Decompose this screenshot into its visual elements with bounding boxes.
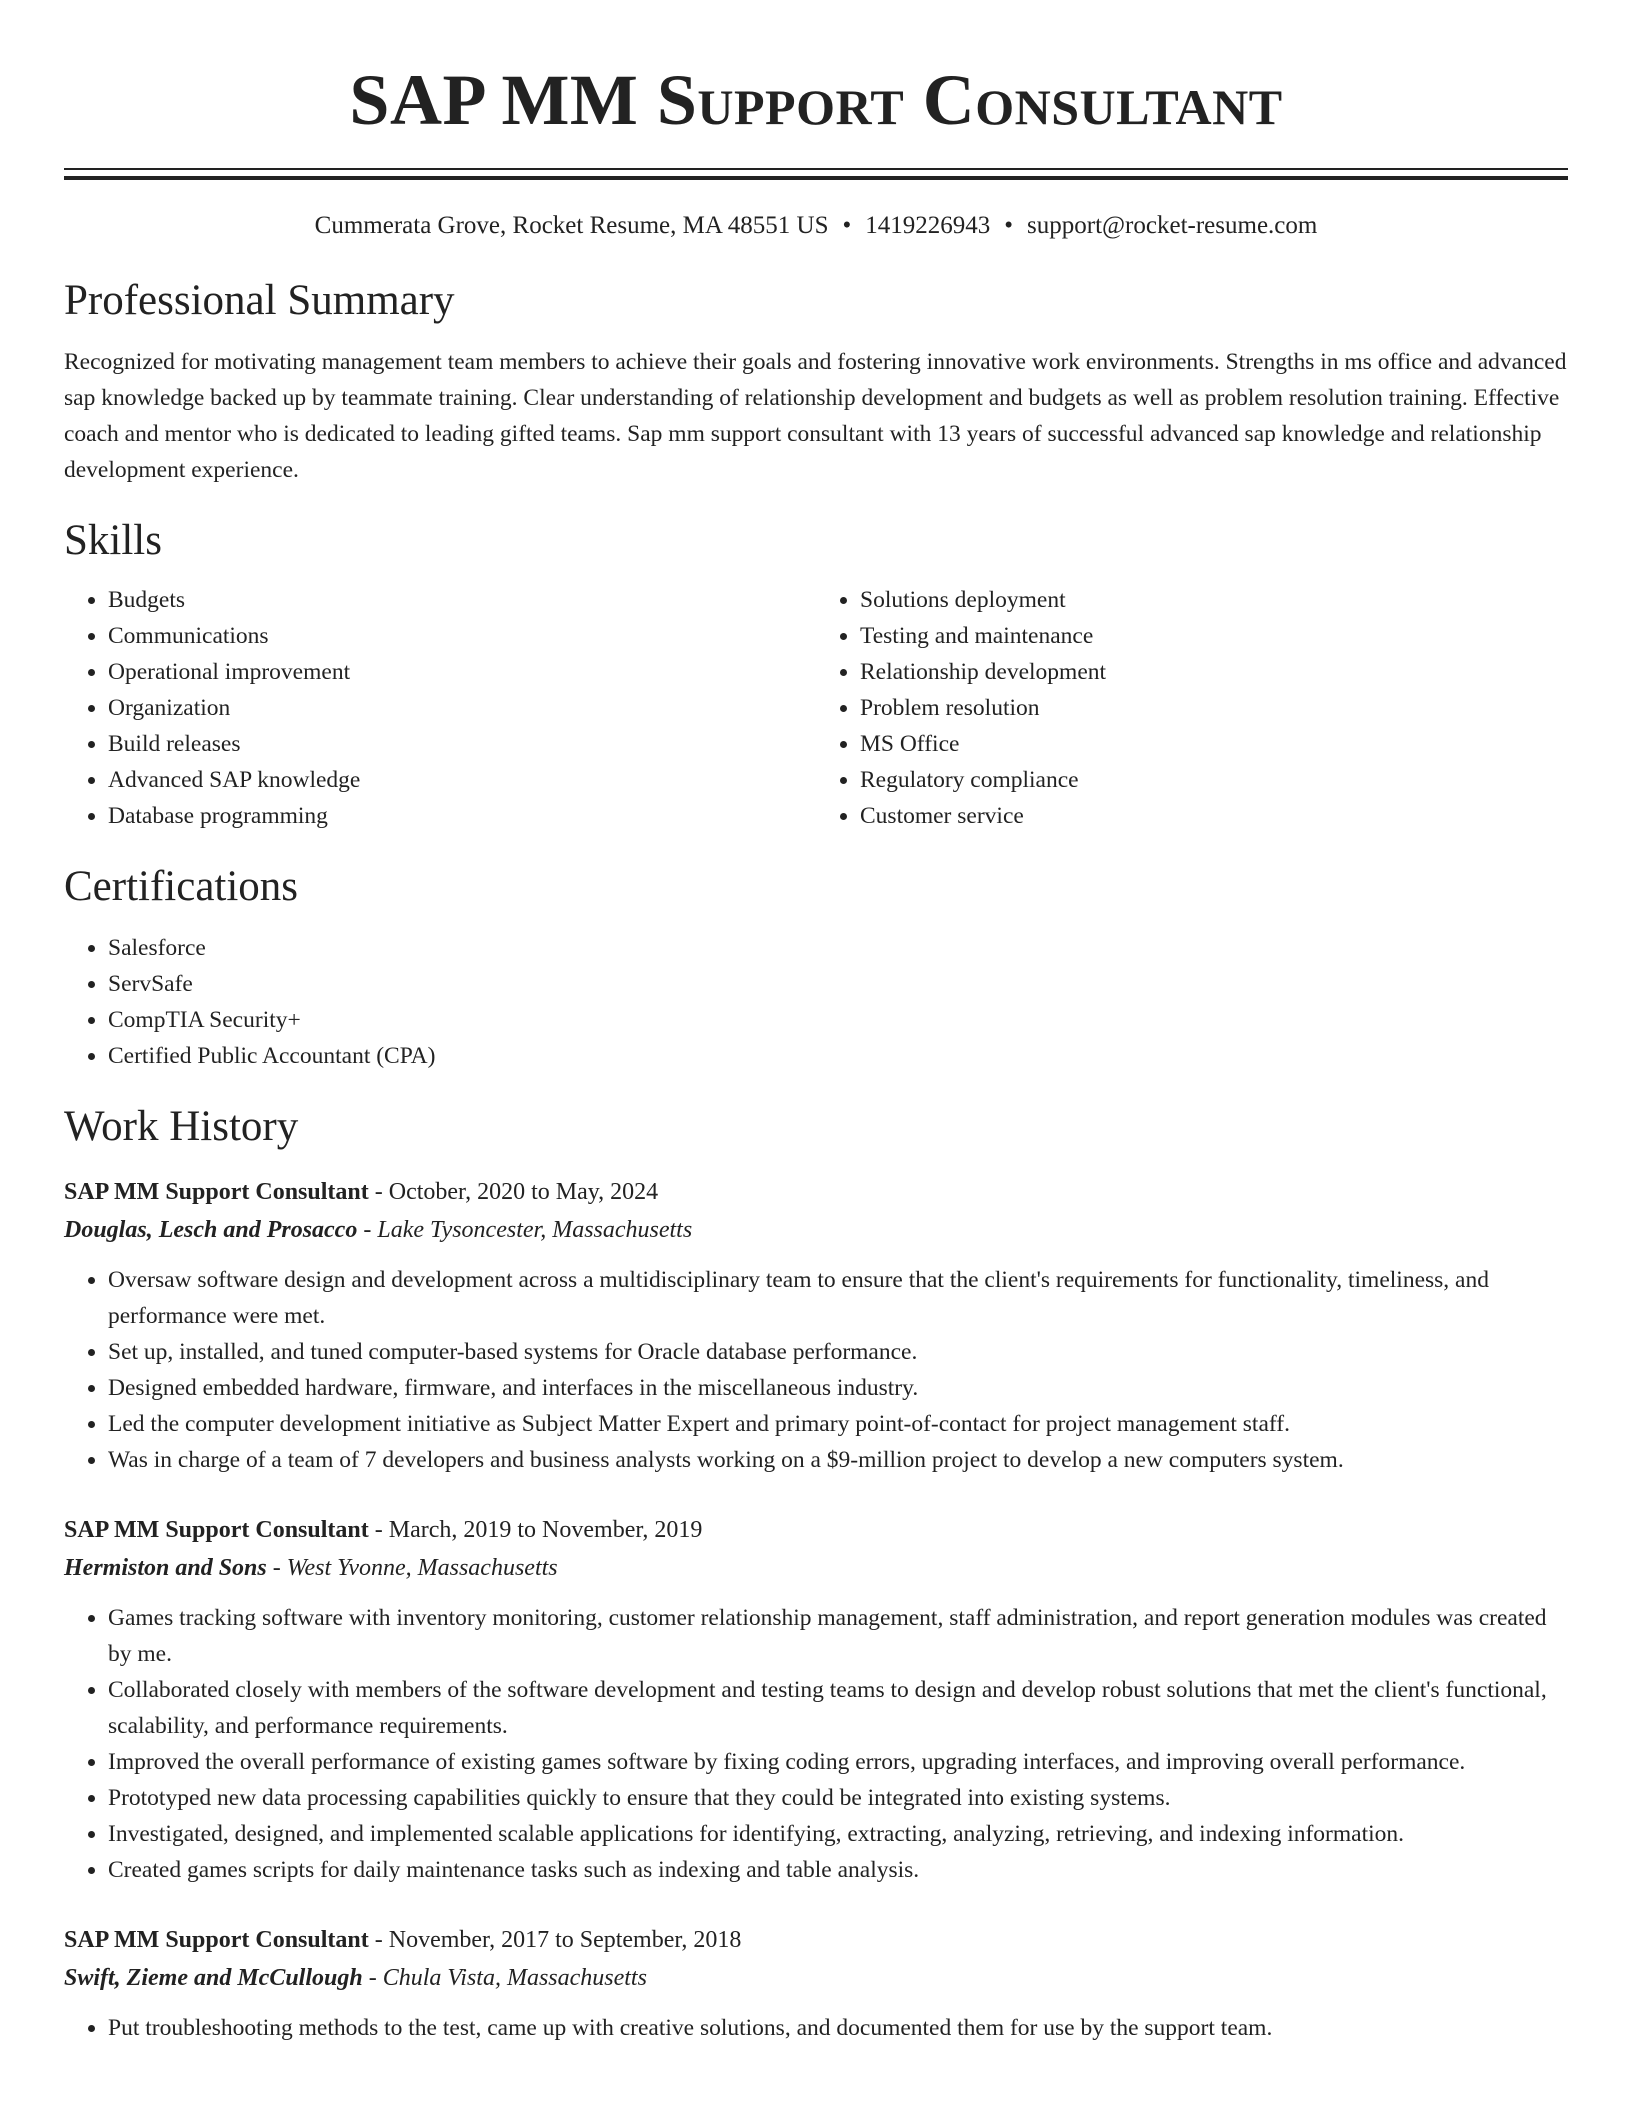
skill-item: • Operational improvement — [108, 654, 816, 690]
skills-section — [64, 516, 1568, 834]
certifications-list — [64, 930, 1568, 1074]
job-title-line — [64, 1174, 1568, 1210]
job-dash: - — [368, 1179, 389, 1205]
skill-item: • Testing and maintenance — [860, 618, 1568, 654]
job-dates: October, 2020 to May, 2024 — [388, 1179, 659, 1205]
job-bullet: • Improved the overall performance of existing games software by fixing coding errors, upgrading interfaces, and improving overall performance. — [108, 1744, 1568, 1780]
contact-email[interactable]: support@rocket-resume.com — [1027, 212, 1318, 239]
job-bullet: • Prototyped new data processing capabilities quickly to ensure that they could be integrated into existing systems. — [108, 1780, 1568, 1816]
job-entry — [64, 1174, 1568, 1478]
job-bullets — [64, 2010, 1568, 2046]
certifications-heading: Certifications — [64, 863, 299, 910]
resume-page — [64, 0, 1568, 2046]
job-company-line — [64, 1548, 1568, 1588]
job-dash: - — [368, 1517, 389, 1543]
job-bullet: • Was in charge of a team of 7 developers and business analysts working on a $9-million project to develop a new computers system. — [108, 1442, 1568, 1478]
job-company: Swift, Zieme and McCullough — [64, 1965, 363, 1991]
skills-list-left — [64, 582, 816, 834]
work-history-heading: Work History — [64, 1103, 299, 1150]
contact-separator: • — [842, 212, 852, 239]
job-bullet: • Investigated, designed, and implemented scalable applications for identifying, extracting, analyzing, retrieving, and indexing information. — [108, 1816, 1568, 1852]
contact-phone[interactable]: 1419226943 — [865, 212, 991, 239]
job-location: West Yvonne, Massachusetts — [286, 1555, 558, 1581]
skills-heading: Skills — [64, 517, 162, 564]
skills-grid — [64, 582, 1568, 834]
job-bullet: • Games tracking software with inventory monitoring, customer relationship management, staff administration, and report generation modules was created by me. — [108, 1600, 1568, 1672]
job-entry — [64, 1512, 1568, 1888]
contact-line — [64, 210, 1568, 242]
job-location: Chula Vista, Massachusetts — [382, 1965, 647, 1991]
certifications-section — [64, 862, 1568, 1074]
job-entry — [64, 1922, 1568, 2046]
skill-item: • Regulatory compliance — [860, 762, 1568, 798]
job-bullet: • Collaborated closely with members of the software development and testing teams to design and develop robust solutions that met the client's functional, scalability, and performance requirements. — [108, 1672, 1568, 1744]
summary-heading: Professional Summary — [64, 277, 455, 324]
job-bullets — [64, 1262, 1568, 1478]
page-title: SAP MM Support Consultant — [349, 60, 1283, 140]
job-company: Douglas, Lesch and Prosacco — [64, 1217, 358, 1243]
job-dates: November, 2017 to September, 2018 — [388, 1927, 742, 1953]
job-dash: - — [357, 1217, 378, 1243]
job-bullet: • Set up, installed, and tuned computer-based systems for Oracle database performance. — [108, 1334, 1568, 1370]
job-title: SAP MM Support Consultant — [64, 1927, 369, 1953]
skill-item: • Advanced SAP knowledge — [108, 762, 816, 798]
job-bullets — [64, 1600, 1568, 1888]
skill-item: • Communications — [108, 618, 816, 654]
job-title-line — [64, 1922, 1568, 1958]
contact-separator: • — [1004, 212, 1014, 239]
job-bullet: • Designed embedded hardware, firmware, and interfaces in the miscellaneous industry. — [108, 1370, 1568, 1406]
skill-item: • Relationship development — [860, 654, 1568, 690]
job-company: Hermiston and Sons — [64, 1555, 267, 1581]
job-title: SAP MM Support Consultant — [64, 1517, 369, 1543]
job-title-line — [64, 1512, 1568, 1548]
header-divider — [64, 168, 1568, 180]
certification-item: • CompTIA Security+ — [108, 1002, 1568, 1038]
skills-list-right — [816, 582, 1568, 834]
certification-item: • Salesforce — [108, 930, 1568, 966]
skill-item: • Customer service — [860, 798, 1568, 834]
contact-address: Cummerata Grove, Rocket Resume, MA 48551 US — [314, 212, 829, 239]
skill-item: • MS Office — [860, 726, 1568, 762]
job-dash: - — [368, 1927, 389, 1953]
skill-item: • Problem resolution — [860, 690, 1568, 726]
certification-item: • Certified Public Accountant (CPA) — [108, 1038, 1568, 1074]
work-history-section — [64, 1102, 1568, 2046]
summary-text: Recognized for motivating management team members to achieve their goals and fostering innovative work environments. Strengths in ms office and advanced sap knowledge backed up by teammate training. Clear understanding of relationship development and budgets as well as problem resolution training. Effective coach and mentor who is dedicated to leading gifted teams. Sap mm support consultant with 13 years of successful advanced sap knowledge and relationship development experience. — [64, 349, 1567, 483]
job-company-line — [64, 1958, 1568, 1998]
summary-section — [64, 276, 1568, 488]
skill-item: • Organization — [108, 690, 816, 726]
job-dates: March, 2019 to November, 2019 — [388, 1517, 703, 1543]
job-bullet: • Created games scripts for daily maintenance tasks such as indexing and table analysis. — [108, 1852, 1568, 1888]
skill-item: • Budgets — [108, 582, 816, 618]
job-location: Lake Tysoncester, Massachusetts — [377, 1217, 693, 1243]
job-title: SAP MM Support Consultant — [64, 1179, 369, 1205]
job-dash: - — [266, 1555, 287, 1581]
job-bullet: • Led the computer development initiative as Subject Matter Expert and primary point-of-contact for project management staff. — [108, 1406, 1568, 1442]
job-company-line — [64, 1210, 1568, 1250]
job-dash: - — [362, 1965, 383, 1991]
skill-item: • Solutions deployment — [860, 582, 1568, 618]
skill-item: • Database programming — [108, 798, 816, 834]
job-bullet: • Oversaw software design and development across a multidisciplinary team to ensure that the client's requirements for functionality, timeliness, and performance were met. — [108, 1262, 1568, 1334]
certification-item: • ServSafe — [108, 966, 1568, 1002]
skill-item: • Build releases — [108, 726, 816, 762]
job-bullet: • Put troubleshooting methods to the test, came up with creative solutions, and documented them for use by the support team. — [108, 2010, 1568, 2046]
